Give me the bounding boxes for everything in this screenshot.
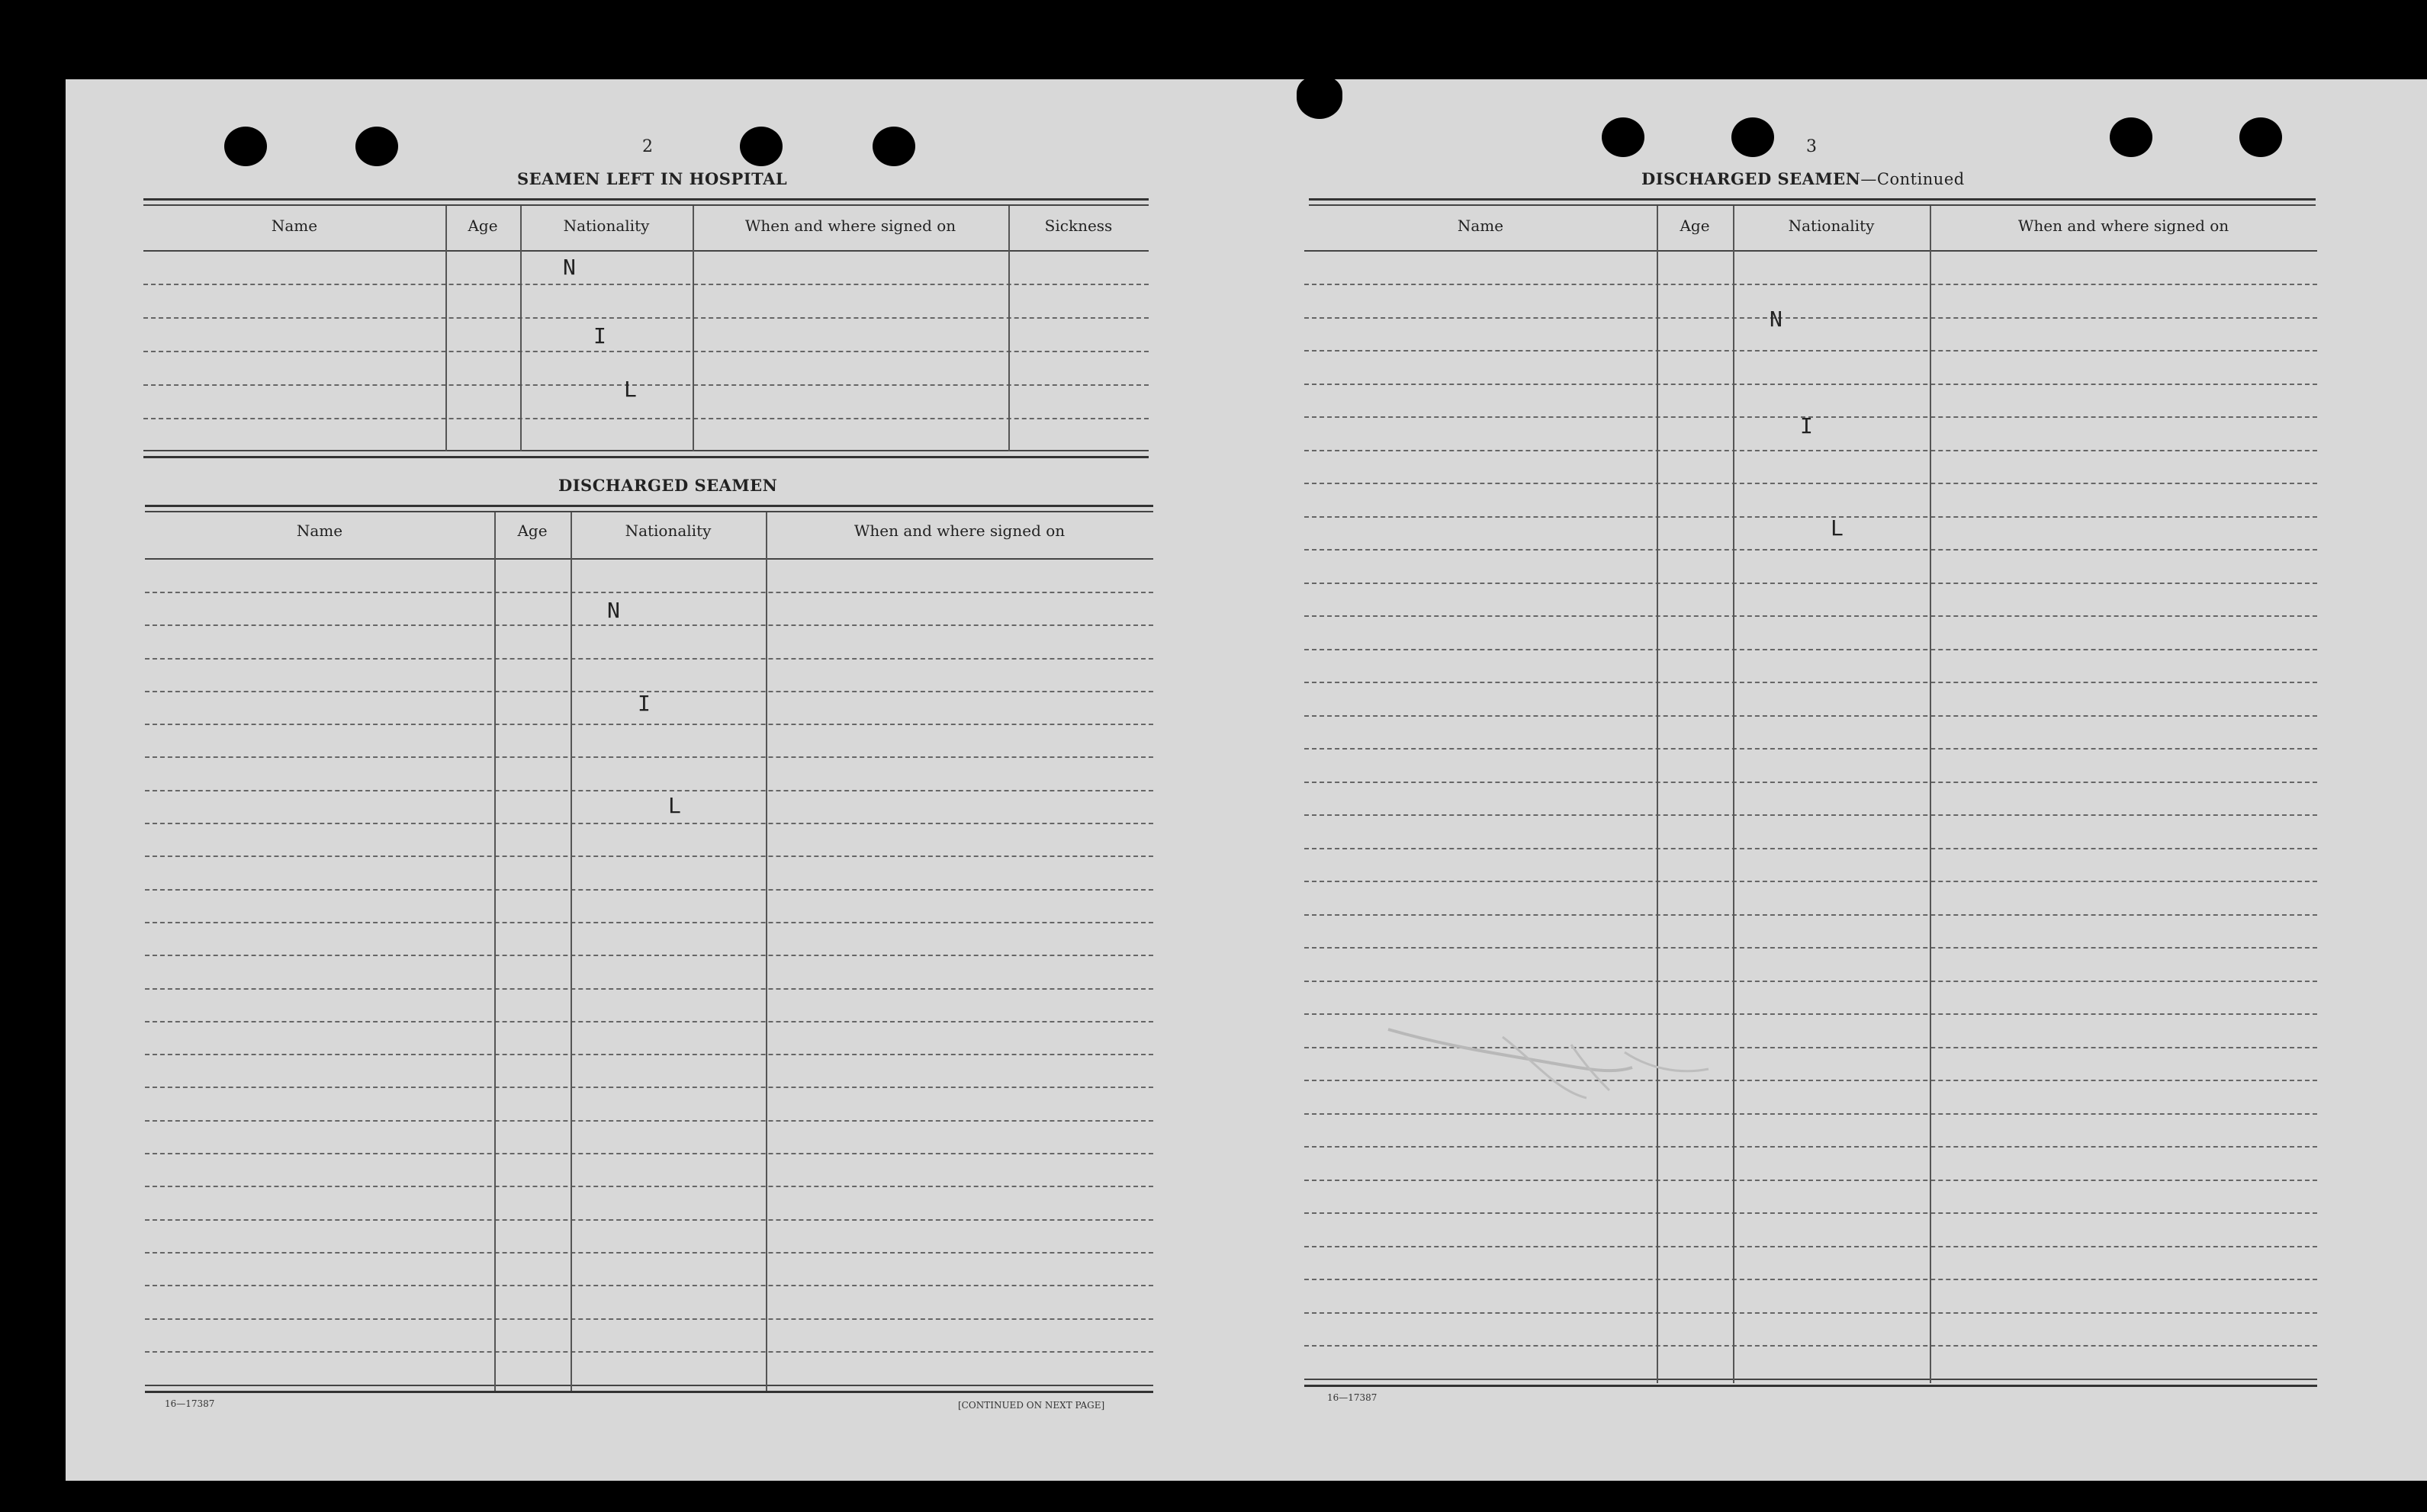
rule	[1309, 198, 2316, 201]
row-line	[1304, 848, 2317, 849]
nil-letter: I	[638, 691, 651, 716]
nil-letter: L	[1831, 515, 1844, 541]
page-number: 2	[642, 137, 653, 156]
punch-hole	[740, 127, 783, 166]
column-header-signed-on: When and where signed on	[744, 217, 956, 235]
column-header-nationality: Nationality	[1788, 217, 1875, 235]
rule	[143, 198, 1149, 201]
column-header-name: Name	[1457, 217, 1504, 235]
column-header-age: Age	[517, 522, 548, 540]
document-sheet	[66, 79, 2427, 1481]
column-header-signed-on: When and where signed on	[853, 522, 1066, 540]
column-header-name: Name	[271, 217, 318, 235]
column-divider	[494, 512, 496, 1391]
column-header-nationality: Nationality	[625, 522, 712, 540]
row-line	[143, 317, 1149, 319]
row-line	[1304, 450, 2317, 451]
faint-handwriting	[1381, 1014, 1777, 1113]
row-line	[143, 351, 1149, 352]
punch-hole	[1731, 117, 1774, 157]
column-divider	[1657, 206, 1658, 1383]
rule	[1309, 204, 2316, 206]
row-line	[1304, 516, 2317, 518]
row-line	[145, 790, 1153, 791]
punch-hole	[355, 127, 398, 166]
form-number: 16—17387	[1327, 1392, 1377, 1403]
row-line	[145, 1285, 1153, 1286]
column-divider	[571, 512, 572, 1391]
row-line	[1304, 615, 2317, 617]
column-header-name: Name	[296, 522, 343, 540]
row-line	[145, 955, 1153, 956]
punch-hole	[1602, 117, 1644, 157]
column-divider	[1930, 206, 1931, 1383]
row-line	[145, 922, 1153, 923]
row-line	[143, 284, 1149, 285]
row-line	[1304, 350, 2317, 352]
row-line	[145, 624, 1153, 626]
row-line	[1304, 384, 2317, 385]
row-line	[1304, 549, 2317, 551]
row-line	[145, 592, 1153, 593]
nil-letter: I	[1800, 413, 1813, 438]
row-line	[1304, 1279, 2317, 1280]
nil-letter: L	[668, 793, 681, 818]
page-number: 3	[1806, 137, 1817, 156]
row-line	[1304, 1146, 2317, 1148]
column-header-nationality: Nationality	[563, 217, 650, 235]
row-line	[1304, 1312, 2317, 1314]
continued-suffix: —Continued	[1860, 170, 1965, 188]
rule	[1304, 250, 2317, 252]
column-divider	[1733, 206, 1734, 1383]
punch-hole	[2110, 117, 2152, 157]
row-line	[145, 856, 1153, 857]
row-line	[145, 823, 1153, 824]
rule	[145, 1385, 1153, 1386]
nil-letter: L	[624, 377, 637, 402]
rule	[145, 505, 1153, 507]
row-line	[145, 1054, 1153, 1055]
row-line	[143, 418, 1149, 419]
row-line	[1304, 649, 2317, 650]
row-line	[1304, 981, 2317, 982]
continued-note: [CONTINUED ON NEXT PAGE]	[958, 1400, 1105, 1411]
row-line	[145, 724, 1153, 725]
nil-letter: N	[1770, 307, 1782, 332]
rule	[143, 456, 1149, 458]
nil-letter: N	[563, 255, 576, 280]
rule	[143, 204, 1149, 206]
row-line	[145, 1120, 1153, 1122]
punch-hole	[224, 127, 267, 166]
row-line	[1304, 947, 2317, 949]
row-line	[1304, 782, 2317, 783]
row-line	[145, 988, 1153, 990]
rule	[143, 250, 1149, 252]
row-line	[1304, 1246, 2317, 1247]
rule	[145, 511, 1153, 512]
rule	[145, 1391, 1153, 1393]
nil-letter: N	[607, 598, 620, 623]
column-divider	[1008, 206, 1010, 451]
row-line	[145, 1318, 1153, 1320]
row-line	[1304, 583, 2317, 584]
row-line	[1304, 814, 2317, 816]
row-line	[1304, 748, 2317, 750]
row-line	[1304, 715, 2317, 717]
row-line	[145, 1351, 1153, 1353]
column-divider	[445, 206, 447, 451]
rule	[143, 450, 1149, 451]
discharged-section-title: DISCHARGED SEAMEN	[558, 476, 778, 495]
nil-letter: I	[593, 323, 606, 348]
row-line	[145, 1021, 1153, 1022]
rule	[145, 558, 1153, 560]
discharged-continued-title	[1641, 169, 1965, 188]
row-line	[1304, 682, 2317, 683]
row-line	[145, 658, 1153, 660]
row-line	[1304, 1345, 2317, 1347]
column-header-age: Age	[468, 217, 498, 235]
section-title: DISCHARGED SEAMEN	[1641, 169, 1861, 188]
rule	[1304, 1379, 2317, 1380]
rule	[1304, 1385, 2317, 1387]
row-line	[1304, 914, 2317, 916]
hospital-section-title: SEAMEN LEFT IN HOSPITAL	[517, 169, 788, 188]
torn-edge	[1297, 76, 1342, 119]
row-line	[145, 1186, 1153, 1187]
row-line	[145, 756, 1153, 758]
punch-hole	[2239, 117, 2282, 157]
column-divider	[693, 206, 694, 451]
row-line	[1304, 317, 2317, 319]
column-divider	[520, 206, 522, 451]
row-line	[145, 1153, 1153, 1154]
row-line	[1304, 284, 2317, 285]
row-line	[1304, 1113, 2317, 1115]
row-line	[145, 1252, 1153, 1254]
row-line	[1304, 1180, 2317, 1181]
row-line	[145, 1219, 1153, 1221]
row-line	[1304, 1212, 2317, 1214]
column-header-age: Age	[1680, 217, 1710, 235]
column-header-sickness: Sickness	[1044, 217, 1113, 235]
form-number: 16—17387	[165, 1398, 215, 1409]
row-line	[145, 889, 1153, 891]
column-divider	[766, 512, 767, 1391]
row-line	[1304, 881, 2317, 882]
row-line	[1304, 483, 2317, 484]
row-line	[145, 1087, 1153, 1088]
row-line	[143, 384, 1149, 386]
column-header-signed-on: When and where signed on	[2017, 217, 2229, 235]
punch-hole	[873, 127, 915, 166]
